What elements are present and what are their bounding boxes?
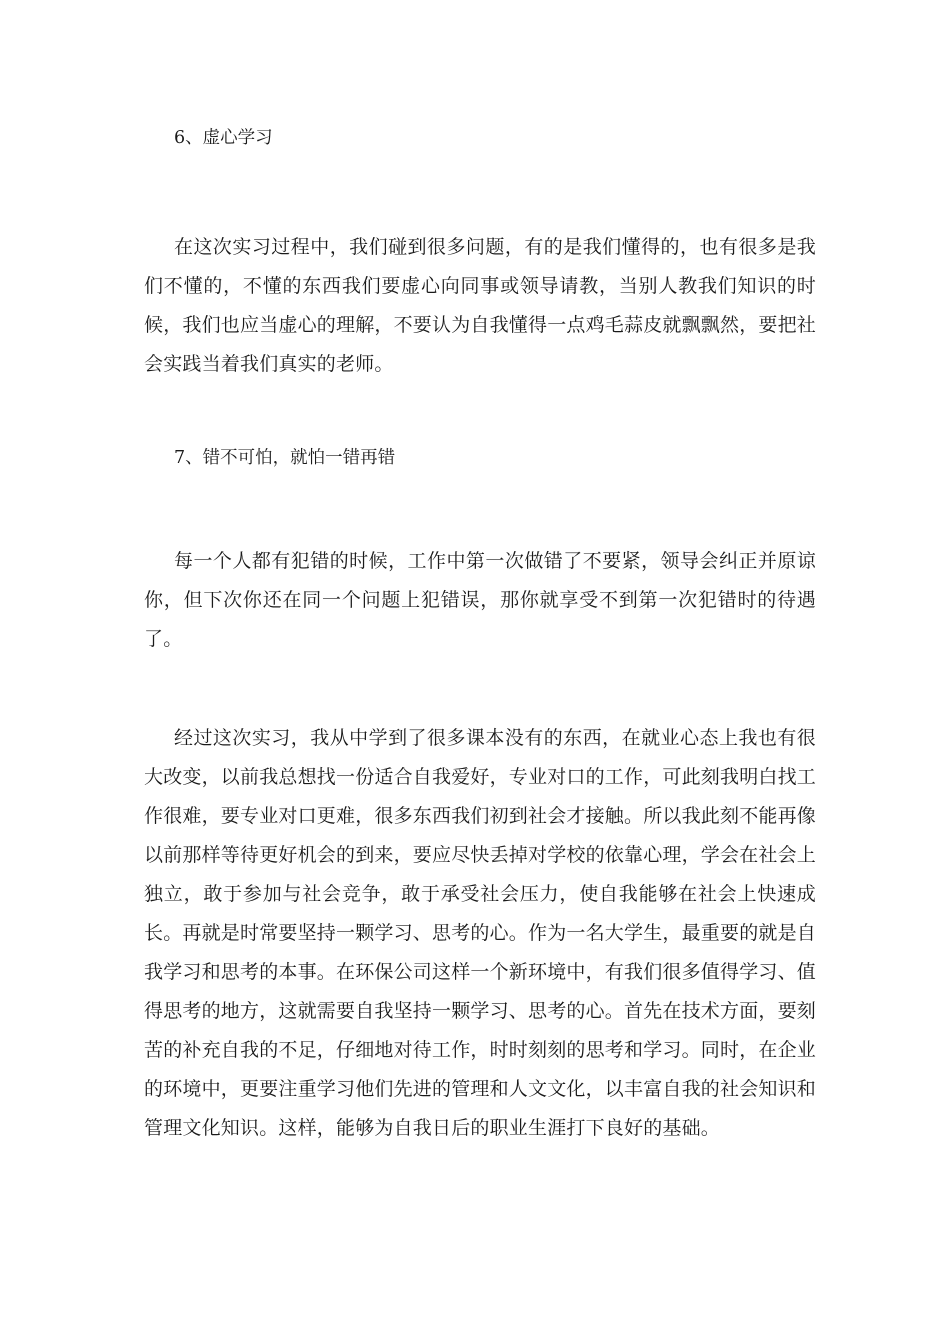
conclusion-paragraph: 经过这次实习，我从中学到了很多课本没有的东西，在就业心态上我也有很大改变，以前我总想找一份适合自我爱好，专业对口的工作，可此刻我明白找工作很难，要专业对口更难，很多东西我们初到社会才接触。所以我此刻不能再像以前那样等待更好机会的到来，要应尽快丢掉对学校的依靠心理，学会在社会上独立，敢于参加与社会竞争，敢于承受社会压力，使自我能够在社会上快速成长。再就是时常要坚持一颗学习、思考的心。作为一名大学生，最重要的就是自我学习和思考的本事。在环保公司这样一个新环境中，有我们很多值得学习、值得思考的地方，这就需要自我坚持一颗学习、思考的心。首先在技术方面，要刻苦的补充自我的不足，仔细地对待工作，时时刻刻的思考和学习。同时，在企业的环境中，更要注重学习他们先进的管理和人文文化，以丰富自我的社会知识和管理文化知识。这样，能够为自我日后的职业生涯打下良好的基础。: [144, 727, 817, 1139]
section-paragraph-6: 在这次实习过程中，我们碰到很多问题，有的是我们懂得的，也有很多是我们不懂的，不懂的东西我们要虚心向同事或领导请教，当别人教我们知识的时候，我们也应当虚心的理解，不要认为自我懂得一点鸡毛蒜皮就飘飘然，要把社会实践当着我们真实的老师。: [144, 236, 817, 375]
section-paragraph-7: 每一个人都有犯错的时候，工作中第一次做错了不要紧，领导会纠正并原谅你，但下次你还在同一个问题上犯错误，那你就享受不到第一次犯错时的待遇了。: [144, 550, 816, 650]
section-heading-6: 6、虚心学习: [174, 128, 273, 148]
section-heading-7: 7、错不可怕，就怕一错再错: [174, 448, 396, 468]
